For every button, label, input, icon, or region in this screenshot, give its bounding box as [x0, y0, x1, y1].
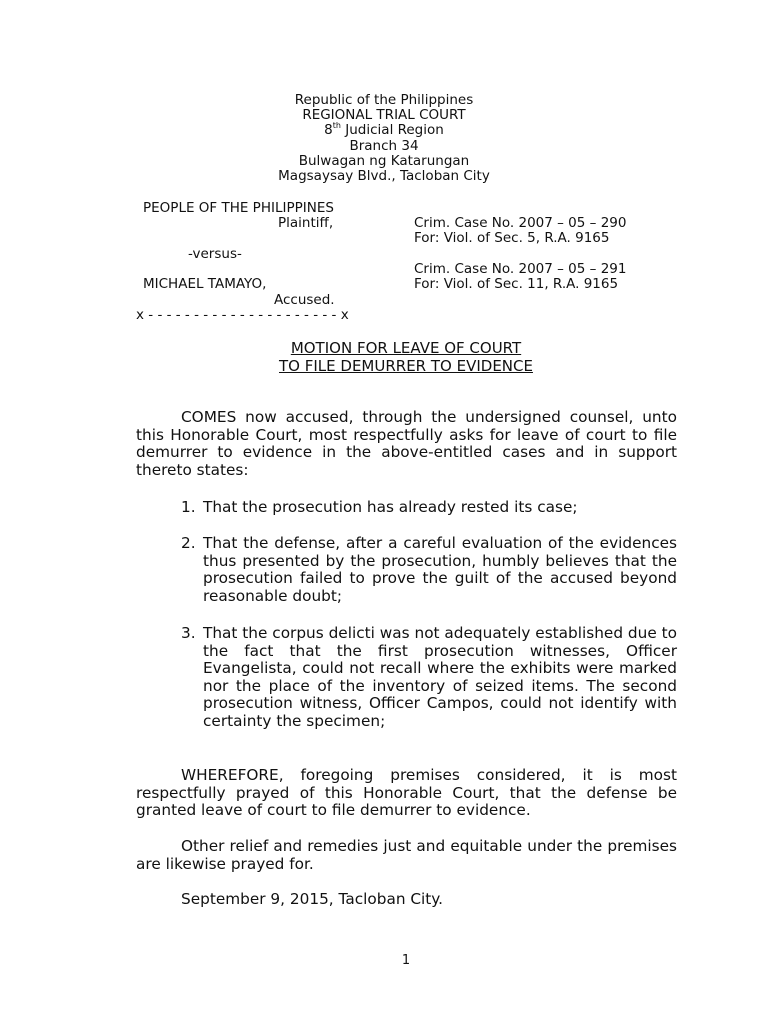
- header-address: Magsaysay Blvd., Tacloban City: [278, 168, 490, 185]
- item-text: That the corpus delicti was not adequately established due to the fact that the first prosecution witnesses, Officer Evangelista, could not recall where the exhibits were marked nor the place of the inventory of seized items. The second prosecution witness, Officer Campos, could not identify with certainty the specimen;: [203, 624, 677, 730]
- item-number: 1.: [181, 498, 196, 516]
- case2-violation: For: Viol. of Sec. 11, R.A. 9165: [414, 276, 619, 292]
- accused-role: Accused.: [274, 292, 335, 308]
- header-branch: Branch 34: [349, 137, 419, 154]
- region-suffix: th: [332, 121, 341, 131]
- title-line-2: TO FILE DEMURRER TO EVIDENCE: [279, 357, 533, 375]
- date-place: September 9, 2015, Tacloban City.: [181, 890, 444, 908]
- header-region: [0, 123, 768, 138]
- item-number: 2.: [181, 534, 196, 552]
- header-republic: Republic of the Philippines: [294, 92, 474, 108]
- accused-name: MICHAEL TAMAYO,: [143, 276, 267, 292]
- header-hall: Bulwagan ng Katarungan: [298, 152, 470, 169]
- other-relief-paragraph: Other relief and remedies just and equitable under the premises are likewise prayed for.: [136, 837, 677, 873]
- wherefore-paragraph: WHEREFORE, foregoing premises considered, it is most respectfully prayed of this Honorable Court, that the defense be granted leave of court to file demurrer to evidence.: [136, 766, 677, 820]
- item-number: 3.: [181, 624, 196, 642]
- case1-violation: For: Viol. of Sec. 5, R.A. 9165: [414, 230, 610, 246]
- plaintiff-role: Plaintiff,: [278, 215, 334, 231]
- region-rest: Judicial Region: [340, 122, 444, 139]
- list-item: [181, 625, 677, 731]
- header-court: REGIONAL TRIAL COURT: [302, 107, 466, 124]
- item-text: That the defense, after a careful evaluation of the evidences thus presented by the prosecution, humbly believes that the prosecution failed to prove the guilt of the accused beyond reasonable doubt;: [203, 534, 677, 605]
- caption-separator: x - - - - - - - - - - - - - - - - - - - - - x: [136, 307, 349, 323]
- plaintiff-name: PEOPLE OF THE PHILIPPINES: [143, 200, 334, 216]
- region-ordinal: 8: [324, 122, 333, 139]
- case2-number: Crim. Case No. 2007 – 05 – 291: [414, 261, 627, 277]
- list-item: [181, 499, 677, 517]
- list-item: [181, 535, 677, 605]
- page-number: 1: [401, 953, 411, 968]
- versus-label: -versus-: [188, 246, 242, 262]
- case1-number: Crim. Case No. 2007 – 05 – 290: [414, 215, 627, 231]
- title-line-1: MOTION FOR LEAVE OF COURT: [290, 339, 522, 357]
- intro-paragraph: COMES now accused, through the undersigned counsel, unto this Honorable Court, most respectfully asks for leave of court to file demurrer to evidence in the above-entitled cases and in support thereto states:: [136, 408, 677, 479]
- document-title: [0, 339, 768, 375]
- court-header: [0, 93, 768, 184]
- item-text: That the prosecution has already rested its case;: [203, 498, 578, 516]
